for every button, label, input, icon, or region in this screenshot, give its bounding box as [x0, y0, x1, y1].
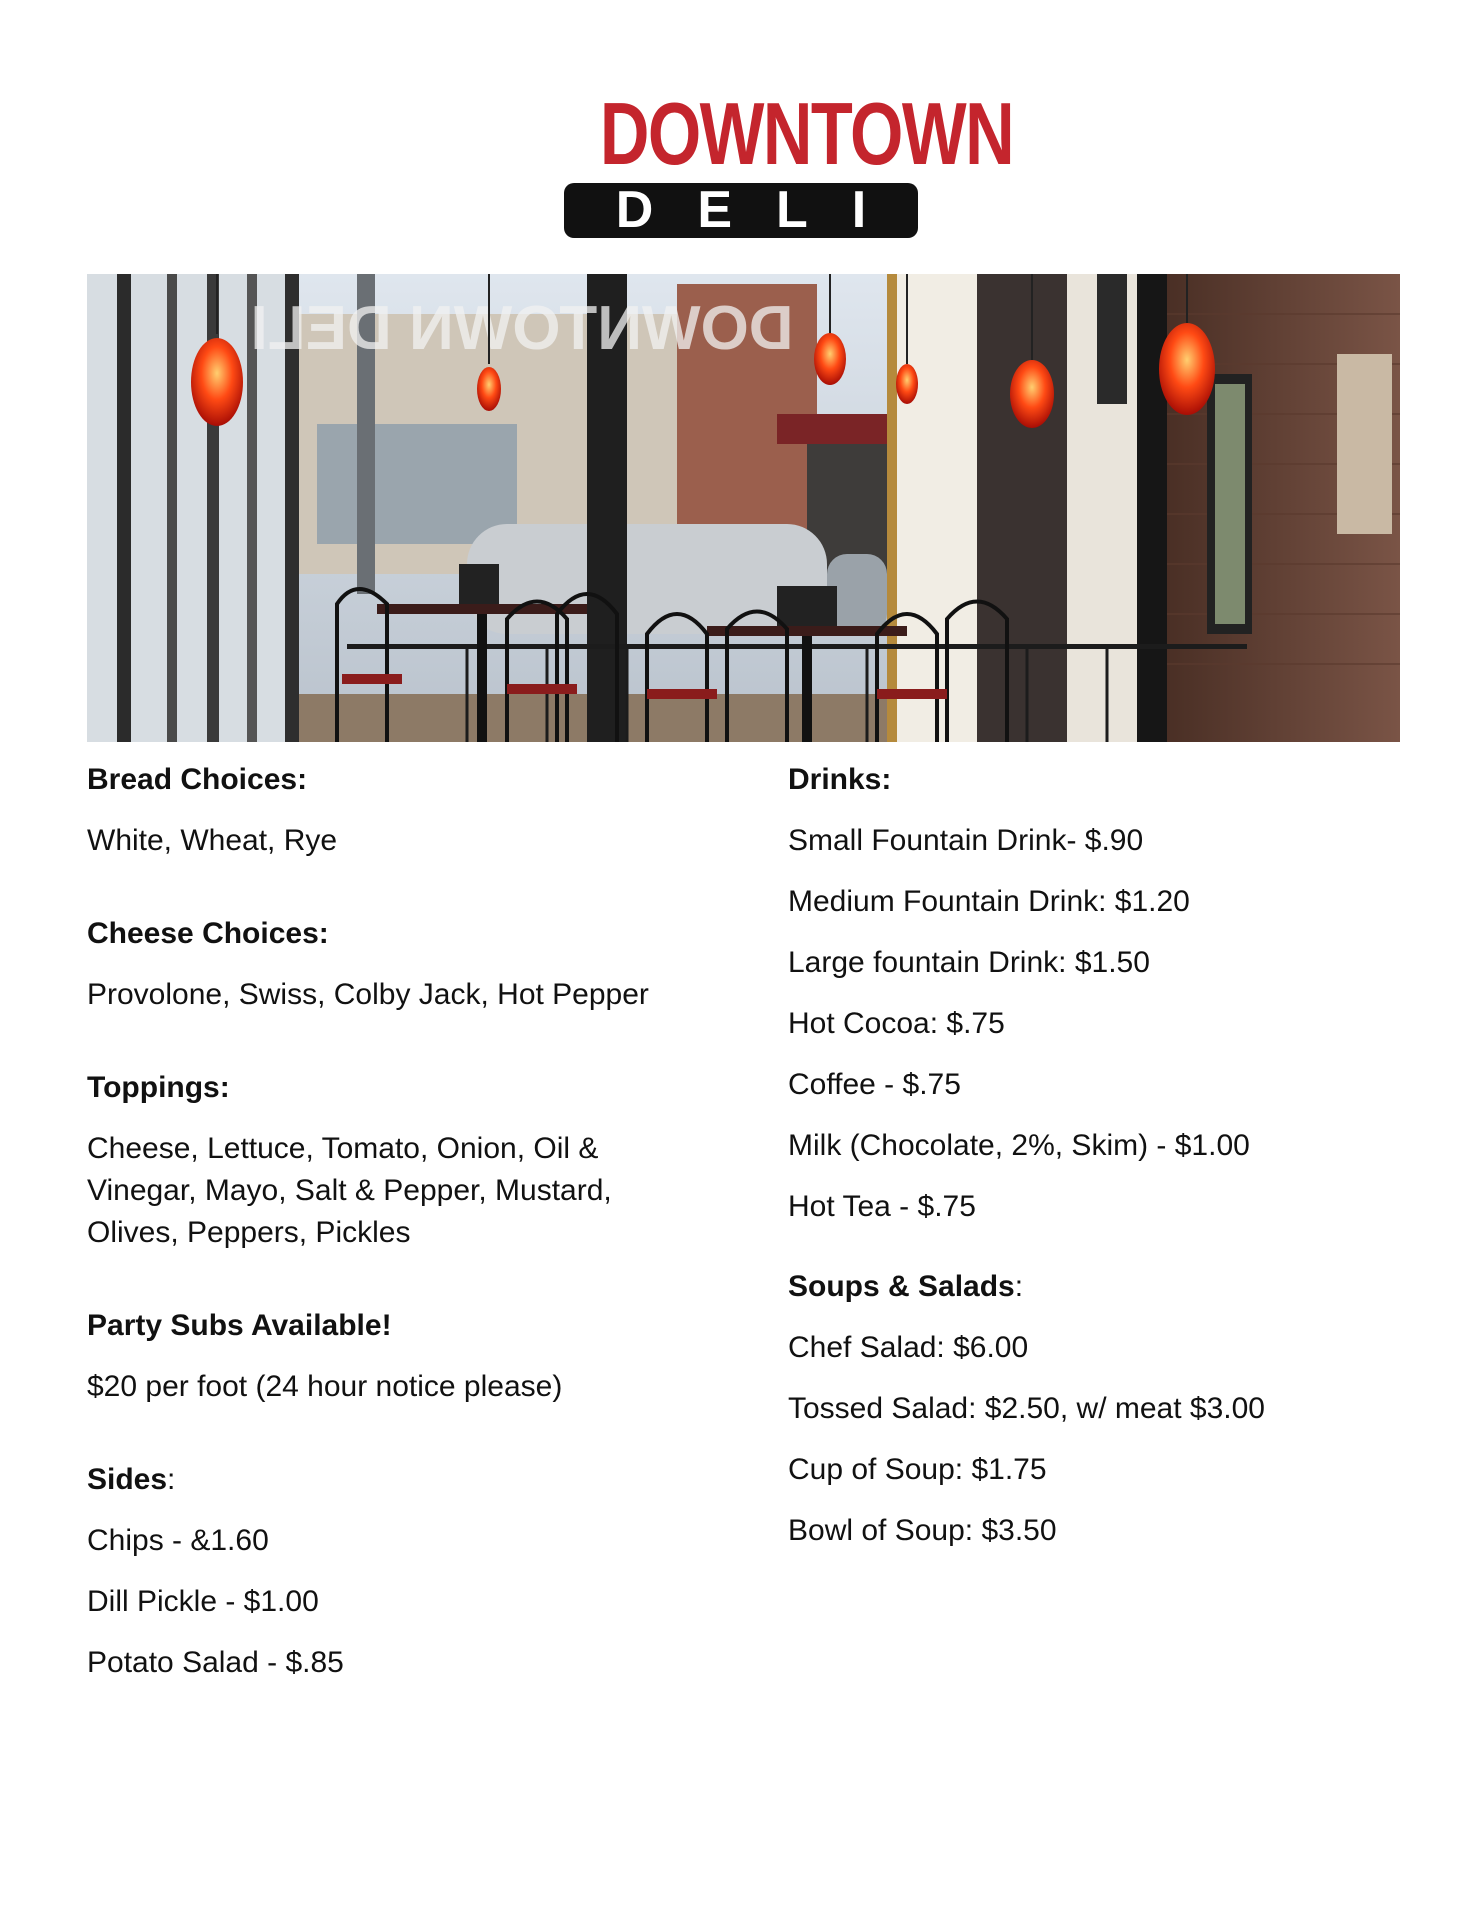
logo-deli-bar: DELI [564, 183, 918, 238]
soups-item: Cup of Soup: $1.75 [788, 1453, 1047, 1486]
drinks-item: Hot Cocoa: $.75 [788, 1007, 1005, 1040]
cheese-section [87, 914, 687, 1016]
soups-salads-section [788, 1267, 1408, 1551]
drinks-item: Coffee - $.75 [788, 1068, 961, 1101]
deli-interior-photo [87, 274, 1400, 742]
party-subs-section [87, 1306, 687, 1408]
soups-item: Chef Salad: $6.00 [788, 1331, 1029, 1364]
bread-section [87, 760, 687, 862]
toppings-text: Cheese, Lettuce, Tomato, Onion, Oil & Vinegar, Mayo, Salt & Pepper, Mustard, Olives, Peppers, Pickles [87, 1132, 612, 1249]
deli-logo [560, 84, 1014, 240]
window-sign-text: DOWNTOWN DELI [250, 294, 794, 363]
toppings-heading: Toppings: [87, 1071, 230, 1104]
cheese-text: Provolone, Swiss, Colby Jack, Hot Pepper [87, 978, 649, 1011]
soups-salads-heading [788, 1267, 1408, 1307]
sides-item: Potato Salad - $.85 [87, 1646, 344, 1679]
soups-item: Bowl of Soup: $3.50 [788, 1514, 1057, 1547]
sides-heading-label: Sides [87, 1463, 168, 1496]
bread-heading: Bread Choices: [87, 763, 308, 796]
party-subs-text: $20 per foot (24 hour notice please) [87, 1370, 563, 1403]
sides-item: Dill Pickle - $1.00 [87, 1585, 319, 1618]
soups-heading-label: Soups & Salads [788, 1270, 1015, 1303]
soups-heading-colon: : [1014, 1270, 1024, 1303]
drinks-item: Small Fountain Drink- $.90 [788, 824, 1144, 857]
bread-text: White, Wheat, Rye [87, 824, 338, 857]
logo-downtown-text: DOWNTOWN [599, 84, 1014, 183]
drinks-heading: Drinks: [788, 763, 892, 796]
sides-heading-colon: : [167, 1463, 176, 1496]
soups-item: Tossed Salad: $2.50, w/ meat $3.00 [788, 1392, 1265, 1425]
drinks-item: Hot Tea - $.75 [788, 1190, 976, 1223]
party-subs-heading: Party Subs Available! [87, 1309, 392, 1342]
drinks-item: Milk (Chocolate, 2%, Skim) - $1.00 [788, 1129, 1250, 1162]
cheese-heading: Cheese Choices: [87, 917, 329, 950]
toppings-section [87, 1068, 687, 1254]
menu-left-column [87, 760, 687, 1735]
drinks-section [788, 760, 1408, 1227]
drinks-item: Medium Fountain Drink: $1.20 [788, 885, 1190, 918]
sides-item: Chips - &1.60 [87, 1524, 269, 1557]
sides-section [87, 1460, 687, 1683]
sides-heading [87, 1460, 687, 1500]
drinks-item: Large fountain Drink: $1.50 [788, 946, 1150, 979]
menu-right-column [788, 760, 1408, 1591]
